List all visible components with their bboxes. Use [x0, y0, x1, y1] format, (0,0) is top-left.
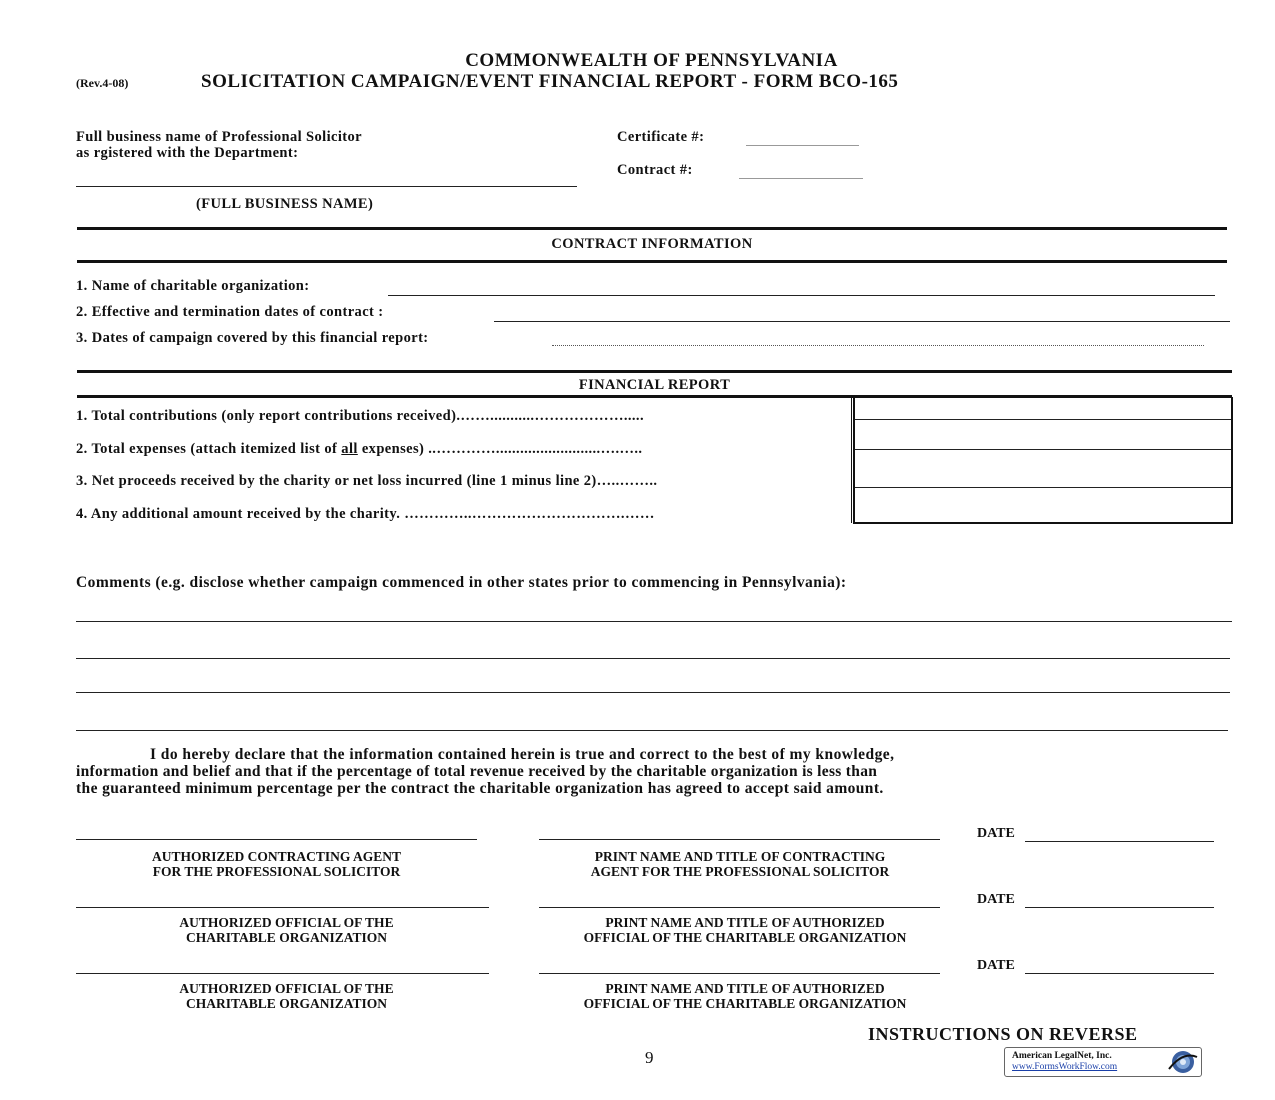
- declaration-line1: I do hereby declare that the information contained herein is true and correct to the best of my knowledge,: [150, 746, 895, 763]
- signature-field[interactable]: [76, 973, 489, 974]
- certificate-label: Certificate #:: [617, 129, 705, 145]
- contract-label: Contract #:: [617, 162, 693, 178]
- total-expenses-amount-field[interactable]: [855, 449, 1231, 450]
- date-field[interactable]: [1025, 907, 1214, 908]
- total-expenses-label: 2. Total expenses (attach itemized list of all expenses) ..…………..........................….…..: [76, 441, 643, 457]
- total-contributions-amount-field[interactable]: [855, 419, 1231, 420]
- signature-caption: AUTHORIZED CONTRACTING AGENT FOR THE PROFESSIONAL SOLICITOR: [151, 849, 402, 879]
- logo-url-link[interactable]: www.FormsWorkFlow.com: [1012, 1062, 1118, 1072]
- print-name-caption: PRINT NAME AND TITLE OF AUTHORIZED OFFICIAL OF THE CHARITABLE ORGANIZATION: [583, 981, 907, 1011]
- comments-line[interactable]: [76, 621, 1232, 622]
- revision-label: (Rev.4-08): [76, 76, 129, 90]
- print-name-caption: PRINT NAME AND TITLE OF CONTRACTING AGENT FOR THE PROFESSIONAL SOLICITOR: [590, 849, 890, 879]
- date-label: DATE: [977, 826, 1015, 841]
- full-business-name-field[interactable]: [76, 186, 577, 187]
- declaration-line2: information and belief and that if the percentage of total revenue received by the charitable organization is less than: [76, 763, 878, 780]
- form-state-title: COMMONWEALTH OF PENNSYLVANIA: [465, 50, 838, 71]
- print-name-caption: PRINT NAME AND TITLE OF AUTHORIZED OFFICIAL OF THE CHARITABLE ORGANIZATION: [583, 915, 907, 945]
- section-divider: [77, 370, 1232, 373]
- date-field[interactable]: [1025, 841, 1214, 842]
- section-divider: [77, 260, 1227, 263]
- globe-icon: [1165, 1049, 1199, 1075]
- total-contributions-label: 1. Total contributions (only report contributions received).……...........……………….....: [76, 408, 644, 424]
- amounts-box: [853, 397, 1233, 524]
- full-business-name-caption: (FULL BUSINESS NAME): [196, 196, 374, 212]
- solicitor-name-label-line1: Full business name of Professional Solicitor: [76, 129, 362, 145]
- contract-number-field[interactable]: [739, 178, 863, 179]
- signature-field[interactable]: [76, 907, 489, 908]
- print-name-field[interactable]: [539, 907, 940, 908]
- page-number: 9: [645, 1048, 654, 1067]
- comments-line[interactable]: [76, 658, 1230, 659]
- date-label: DATE: [977, 892, 1015, 907]
- contract-dates-field[interactable]: [494, 321, 1230, 322]
- net-proceeds-label: 3. Net proceeds received by the charity or net loss incurred (line 1 minus line 2)…..……..: [76, 473, 658, 489]
- comments-line[interactable]: [76, 692, 1230, 693]
- form-title: SOLICITATION CAMPAIGN/EVENT FINANCIAL REPORT - FORM BCO-165: [201, 71, 899, 92]
- campaign-dates-label: 3. Dates of campaign covered by this financial report:: [76, 330, 429, 346]
- amount-column-divider: [851, 397, 852, 523]
- american-legalnet-logo[interactable]: [1004, 1047, 1202, 1077]
- contract-information-heading: CONTRACT INFORMATION: [551, 236, 753, 252]
- contract-dates-label: 2. Effective and termination dates of contract :: [76, 304, 384, 320]
- signature-field[interactable]: [76, 839, 477, 840]
- section-divider: [77, 227, 1227, 230]
- comments-line[interactable]: [76, 730, 1228, 731]
- charitable-org-name-field[interactable]: [388, 295, 1215, 296]
- print-name-field[interactable]: [539, 839, 940, 840]
- instructions-on-reverse: INSTRUCTIONS ON REVERSE: [868, 1024, 1138, 1044]
- declaration-line3: the guaranteed minimum percentage per the contract the charitable organization has agreed to accept said amount.: [76, 780, 884, 797]
- logo-company-name: American LegalNet, Inc.: [1012, 1051, 1112, 1061]
- print-name-field[interactable]: [539, 973, 940, 974]
- signature-caption: AUTHORIZED OFFICIAL OF THE CHARITABLE ORGANIZATION: [179, 981, 394, 1011]
- certificate-field[interactable]: [746, 145, 859, 146]
- date-field[interactable]: [1025, 973, 1214, 974]
- comments-label: Comments (e.g. disclose whether campaign commenced in other states prior to commencing in Pennsylvania):: [76, 574, 847, 591]
- campaign-dates-field[interactable]: [552, 345, 1204, 346]
- signature-caption: AUTHORIZED OFFICIAL OF THE CHARITABLE ORGANIZATION: [179, 915, 394, 945]
- charitable-org-name-label: 1. Name of charitable organization:: [76, 278, 310, 294]
- solicitor-name-label-line2: as rgistered with the Department:: [76, 145, 299, 161]
- date-label: DATE: [977, 958, 1015, 973]
- additional-amount-label: 4. Any additional amount received by the charity. …………..………………………….……: [76, 506, 655, 522]
- net-proceeds-amount-field[interactable]: [855, 487, 1231, 488]
- financial-report-heading: FINANCIAL REPORT: [578, 377, 731, 393]
